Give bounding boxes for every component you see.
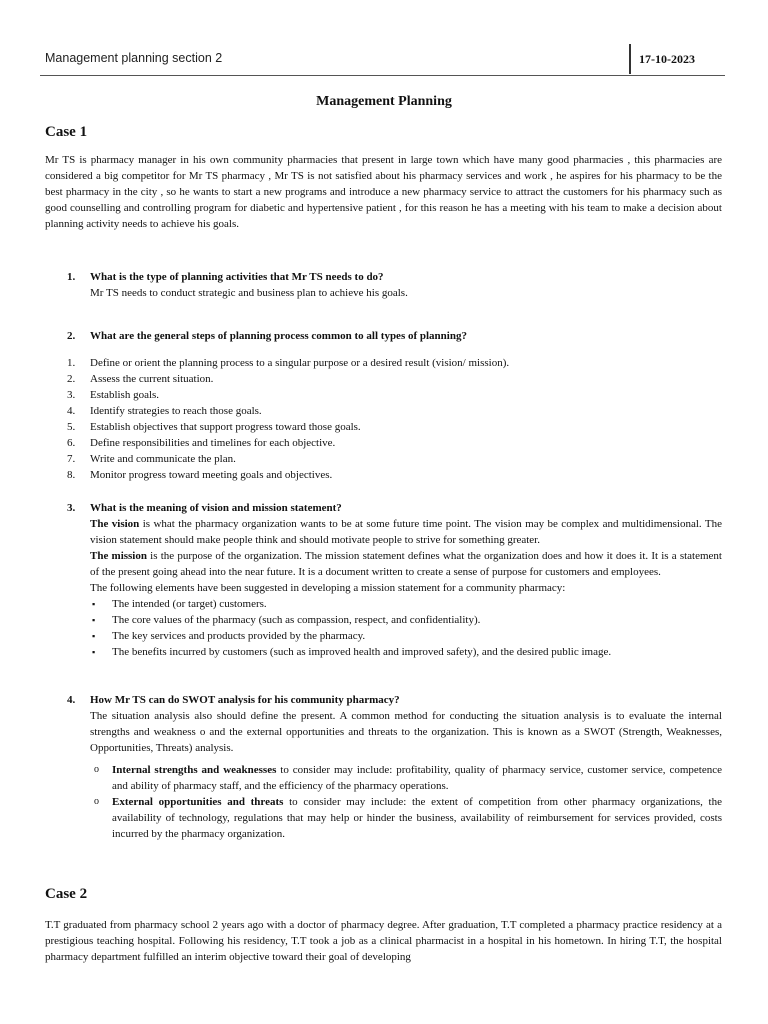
question-text: What are the general steps of planning process common to all types of planning?: [90, 330, 467, 342]
document-title: Management Planning: [316, 94, 452, 109]
list-item: [90, 762, 722, 794]
list-item: [90, 644, 722, 660]
question-4: [67, 692, 722, 842]
item-text: Identify strategies to reach those goals.: [90, 405, 262, 417]
swot-points-list: [90, 762, 722, 842]
point-term: External opportunities and threats: [112, 796, 284, 808]
question-number: 4.: [67, 694, 76, 706]
mission-definition: [90, 548, 722, 580]
item-text: The intended (or target) customers.: [112, 598, 267, 610]
list-item: [67, 355, 722, 371]
answer-text: Mr TS needs to conduct strategic and business plan to achieve his goals.: [90, 287, 408, 299]
header-section-title: Management planning section 2: [45, 51, 223, 65]
item-text: Define or orient the planning process to a singular purpose or a desired result (vision/ mission).: [90, 357, 510, 369]
item-number: 6.: [67, 437, 76, 449]
vision-text: is what the pharmacy organization wants to be at some future time point. The vision may be complex and multidimensional. The vision statement should make people think and should motivate people to strive for something greater.: [90, 518, 722, 546]
item-text: The benefits incurred by customers (such as improved health and improved safety), and the desired public image.: [112, 646, 612, 658]
item-text: The core values of the pharmacy (such as compassion, respect, and confidentiality).: [112, 614, 481, 626]
case1-paragraph: Mr TS is pharmacy manager in his own community pharmacies that present in large town which have many good pharmacies , this pharmacies are considered a big competitor for Mr TS pharmacy , Mr TS is not satisfied about his pharmacy services and work , he aspires for his pharmacy to be the best pharmacy in the city , so he wants to start a new programs and introduce a new pharmacy service to attract the customers for his pharmacy such as good counselling and controlling program for diabetic and hypertensive patient , for this reason he has a meeting with his team to make a decision about planning activity needs to achieve his goals.: [45, 154, 722, 230]
point-term: Internal strengths and weaknesses: [112, 764, 277, 776]
case2-paragraph: T.T graduated from pharmacy school 2 years ago with a doctor of pharmacy degree. After graduation, T.T completed a pharmacy practice residency at a prestigious teaching hospital. Following his residency, T.T took a job as a clinical pharmacist in a hospital in his hometown. In hiring T.T, the hospital pharmacy department fulfilled an interim objective toward their goal of developing: [45, 919, 722, 963]
item-number: 5.: [67, 421, 76, 433]
item-text: Assess the current situation.: [90, 373, 214, 385]
item-text: Write and communicate the plan.: [90, 453, 236, 465]
question-number: 2.: [67, 330, 76, 342]
question-number: 3.: [67, 502, 76, 514]
question-1: [67, 269, 722, 301]
item-text: Establish objectives that support progress toward those goals.: [90, 421, 361, 433]
question-number: 1.: [67, 271, 76, 283]
list-item: [67, 451, 722, 467]
question-text: What is the type of planning activities that Mr TS needs to do?: [90, 271, 384, 283]
list-item: [90, 628, 722, 644]
item-number: 3.: [67, 389, 76, 401]
elements-intro: The following elements have been suggested in developing a mission statement for a community pharmacy:: [90, 582, 566, 594]
square-bullet-icon: ▪: [92, 615, 96, 625]
item-text: Define responsibilities and timelines for each objective.: [90, 437, 336, 449]
square-bullet-icon: ▪: [92, 631, 96, 641]
header-date: 17-10-2023: [639, 52, 695, 66]
point-text: to consider may include: profitability, quality of pharmacy service, customer service, competence and ability of pharmacy staff, and the efficiency of the pharmacy operations.: [112, 764, 722, 792]
mission-term: The mission: [90, 550, 147, 562]
case1-heading: Case 1: [45, 124, 88, 140]
item-number: 8.: [67, 469, 76, 481]
question-text: What is the meaning of vision and mission statement?: [90, 502, 342, 514]
list-item: [67, 419, 722, 435]
item-text: Monitor progress toward meeting goals and objectives.: [90, 469, 333, 481]
circle-bullet-icon: o: [94, 796, 99, 807]
planning-steps-list: [67, 355, 722, 483]
circle-bullet-icon: o: [94, 764, 99, 775]
list-item: [67, 387, 722, 403]
list-item: [67, 371, 722, 387]
swot-intro: The situation analysis also should define the present. A common method for conducting the situation analysis is to evaluate the internal strengths and weakness o and the external opportunities and threats to the organization. This is known as a SWOT (Strength, Weaknesses, Opportunities, Threats) analysis.: [90, 710, 722, 754]
item-text: The key services and products provided by the pharmacy.: [112, 630, 366, 642]
mission-elements-list: [90, 596, 722, 660]
header-divider: [629, 44, 631, 74]
square-bullet-icon: ▪: [92, 647, 96, 657]
square-bullet-icon: ▪: [92, 599, 96, 609]
point-text: to consider may include: the extent of competition from other pharmacy organizations, the availability of technology, regulations that may help or hinder the business, availability of reimbursement for services provided, costs incurred by the pharmacy organization.: [112, 796, 722, 840]
item-number: 2.: [67, 373, 76, 385]
item-number: 7.: [67, 453, 76, 465]
item-text: Establish goals.: [90, 389, 160, 401]
item-number: 1.: [67, 357, 76, 369]
header-rule: [40, 75, 725, 76]
list-item: [90, 596, 722, 612]
vision-term: The vision: [90, 518, 140, 530]
question-2: [67, 328, 722, 344]
mission-text: is the purpose of the organization. The mission statement defines what the organization does and how it does it. It is a statement of the present going ahead into the near future. It is a document written to create a sense of purpose for customers and employees.: [90, 550, 722, 578]
question-text: How Mr TS can do SWOT analysis for his community pharmacy?: [90, 694, 400, 706]
list-item: [90, 794, 722, 842]
list-item: [67, 435, 722, 451]
vision-definition: [90, 516, 722, 548]
item-number: 4.: [67, 405, 76, 417]
list-item: [90, 612, 722, 628]
case2-heading: Case 2: [45, 886, 88, 902]
list-item: [67, 403, 722, 419]
list-item: [67, 467, 722, 483]
question-3: [67, 500, 722, 660]
